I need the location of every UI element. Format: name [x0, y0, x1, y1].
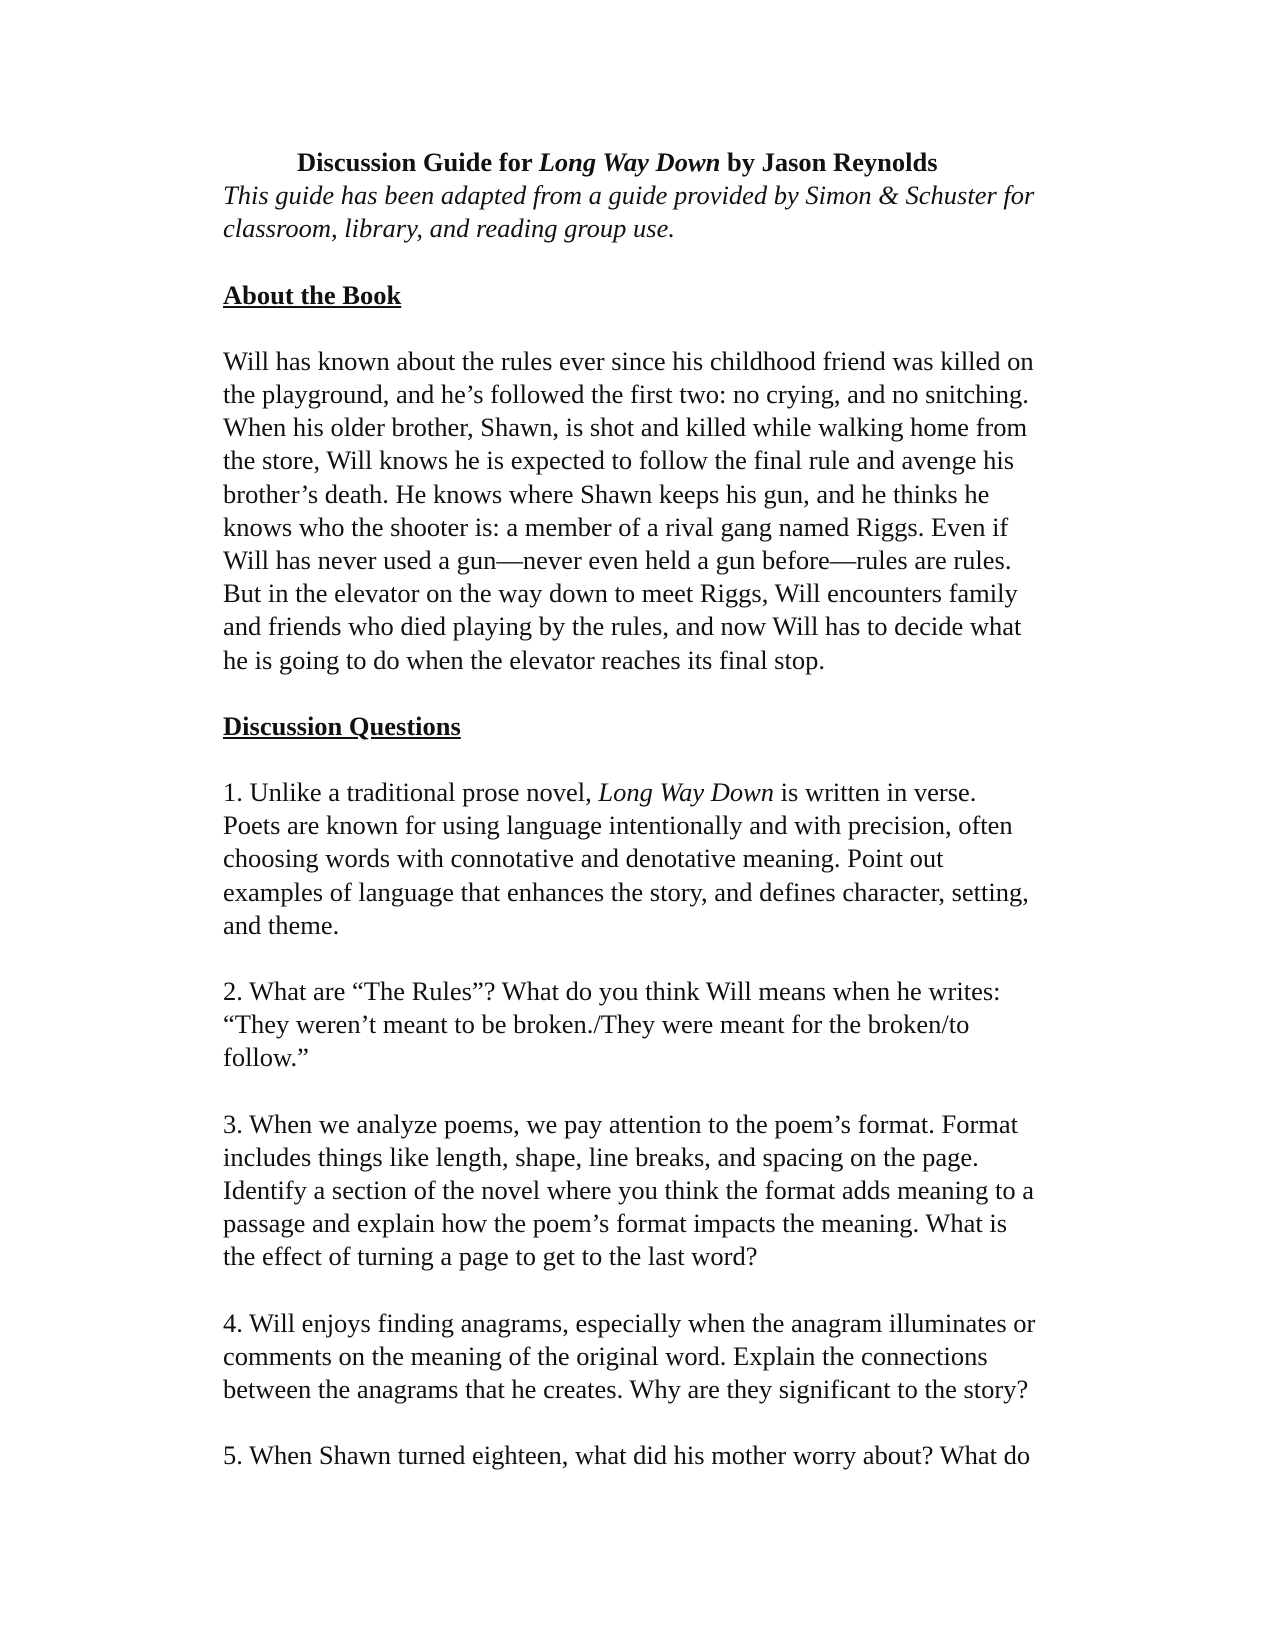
question-line: the effect of turning a page to get to the last word? [223, 1241, 758, 1272]
question-line: includes things like length, shape, line breaks, and spacing on the page. [223, 1141, 979, 1172]
question-line: 4. Will enjoys finding anagrams, especially when the anagram illuminates or [223, 1307, 1036, 1338]
question-1 [223, 776, 1123, 942]
subtitle-line: classroom, library, and reading group use. [223, 213, 675, 244]
document-title [223, 146, 1123, 179]
about-line: But in the elevator on the way down to meet Riggs, Will encounters family [223, 578, 1018, 609]
question-line: passage and explain how the poem’s format impacts the meaning. What is [223, 1208, 1008, 1239]
title-book-name: Long Way Down [538, 147, 721, 177]
about-line: Will has never used a gun—never even held a gun before—rules are rules. [223, 545, 1012, 576]
q1-prefix: 1. Unlike a traditional prose novel, [223, 777, 599, 808]
question-line: and theme. [223, 909, 340, 940]
question-line: Poets are known for using language intentionally and with precision, often [223, 810, 1013, 841]
question-line [223, 776, 1123, 809]
about-line: he is going to do when the elevator reaches its final stop. [223, 644, 825, 675]
question-line: between the anagrams that he creates. Why are they significant to the story? [223, 1374, 1029, 1405]
question-line: follow.” [223, 1042, 309, 1073]
document-page [223, 146, 1123, 1473]
about-paragraph [223, 345, 1123, 677]
about-line: When his older brother, Shawn, is shot and killed while walking home from [223, 412, 1028, 443]
question-line: Identify a section of the novel where you think the format adds meaning to a [223, 1175, 1034, 1206]
question-line: 3. When we analyze poems, we pay attention to the poem’s format. Format [223, 1108, 1019, 1139]
questions-heading: Discussion Questions [223, 710, 461, 741]
question-line: examples of language that enhances the story, and defines character, setting, [223, 876, 1029, 907]
subtitle-line: This guide has been adapted from a guide provided by Simon & Schuster for [223, 180, 1035, 211]
about-line: the store, Will knows he is expected to follow the final rule and avenge his [223, 445, 1015, 476]
about-line: Will has known about the rules ever since his childhood friend was killed on [223, 345, 1034, 376]
title-suffix: by Jason Reynolds [720, 147, 938, 177]
q1-book-name: Long Way Down [598, 777, 775, 808]
title-prefix: Discussion Guide for [297, 147, 539, 177]
about-heading: About the Book [223, 279, 402, 310]
question-line: choosing words with connotative and denotative meaning. Point out [223, 843, 944, 874]
question-2 [223, 975, 1123, 1075]
question-line: “They weren’t meant to be broken./They were meant for the broken/to [223, 1009, 970, 1040]
about-line: knows who the shooter is: a member of a rival gang named Riggs. Even if [223, 511, 1009, 542]
document-subtitle [223, 179, 1123, 245]
question-3 [223, 1108, 1123, 1274]
about-line: the playground, and he’s followed the first two: no crying, and no snitching. [223, 379, 1029, 410]
question-line: comments on the meaning of the original word. Explain the connections [223, 1340, 988, 1371]
about-line: brother’s death. He knows where Shawn keeps his gun, and he thinks he [223, 478, 990, 509]
question-5 [223, 1439, 1123, 1472]
question-4 [223, 1307, 1123, 1407]
about-line: and friends who died playing by the rules, and now Will has to decide what [223, 611, 1022, 642]
question-line: 5. When Shawn turned eighteen, what did his mother worry about? What do [223, 1440, 1031, 1471]
q1-suffix: is written in verse. [774, 777, 977, 808]
question-line: 2. What are “The Rules”? What do you think Will means when he writes: [223, 976, 1001, 1007]
